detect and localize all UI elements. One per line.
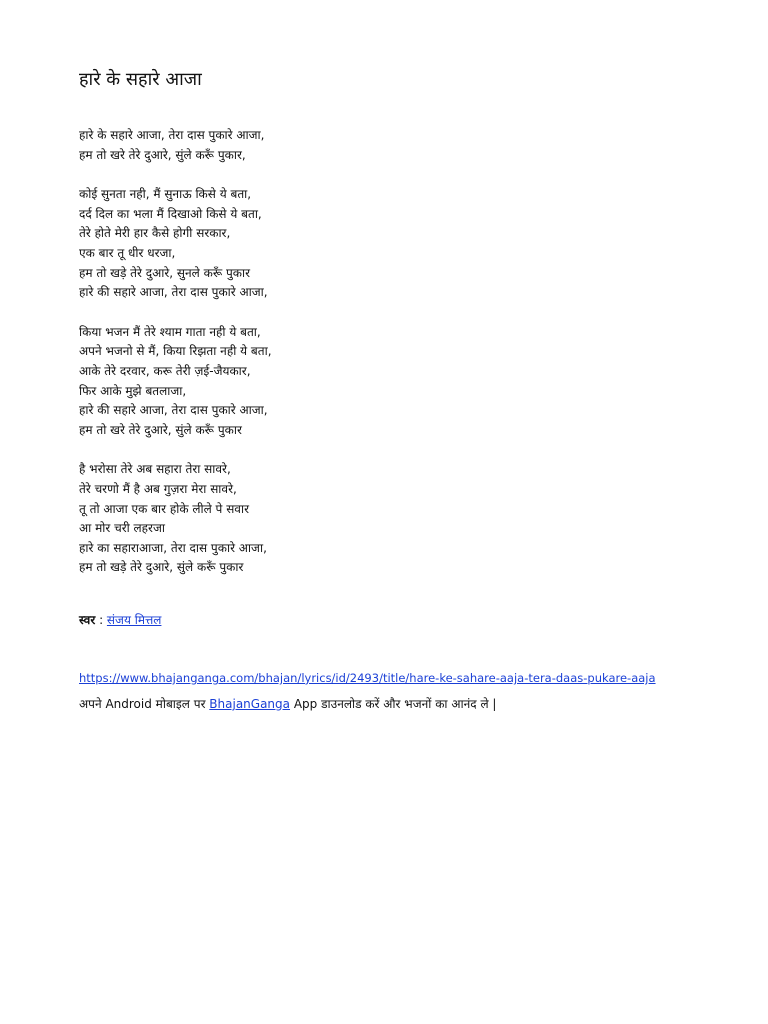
lyric-line: आके तेरे दरवार, करू तेरी ज़ई-जैयकार,	[79, 363, 251, 378]
lyric-line: हम तो खरे तेरे दुआरे, सुंले करूँ पुकार	[79, 422, 242, 437]
promo-text-after: App डाउनलोड करें और भजनों का आनंद ले |	[290, 696, 497, 711]
lyric-line: हारे की सहारे आजा, तेरा दास पुकारे आजा,	[79, 285, 268, 300]
lyric-line: एक बार तू धीर धरजा,	[79, 245, 176, 260]
lyric-line: दर्द दिल का भला मैं दिखाओ किसे ये बता,	[79, 206, 262, 221]
lyric-line: तेरे चरणो मैं है अब गुज़रा मेरा सावरे,	[79, 481, 237, 496]
promo-text-before: अपने Android मोबाइल पर	[79, 696, 210, 711]
lyric-line: हारे की सहारे आजा, तेरा दास पुकारे आजा,	[79, 403, 268, 418]
app-promo-text	[79, 694, 739, 714]
lyric-line: फिर आके मुझे बतलाजा,	[79, 383, 187, 398]
lyric-line: तेरे होते मेरी हार कैसे होगी सरकार,	[79, 226, 231, 241]
lyric-line: तू तो आजा एक बार होके लीले पे सवार	[79, 501, 249, 516]
lyric-line: हम तो खड़े तेरे दुआरे, सुंले करूँ पुकार	[79, 560, 244, 575]
lyric-line: हारे के सहारे आजा, तेरा दास पुकारे आजा,	[79, 128, 265, 142]
singer-credit	[79, 610, 739, 630]
bhajanganga-app-link[interactable]: BhajanGanga	[209, 696, 291, 711]
stanza-3	[79, 323, 739, 441]
singer-name-link[interactable]: संजय मित्तल	[106, 612, 162, 627]
lyric-line: किया भजन मैं तेरे श्याम गाता नही ये बता,	[79, 324, 261, 339]
lyric-line: हम तो खड़े तेरे दुआरे, सुनले करूँ पुकार	[79, 265, 251, 280]
lyric-line: हम तो खरे तेरे दुआरे, सुंले करूँ पुकार,	[79, 147, 246, 162]
lyric-line: हारे का सहाराआजा, तेरा दास पुकारे आजा,	[79, 540, 267, 555]
lyric-line: है भरोसा तेरे अब सहारा तेरा सावरे,	[79, 462, 231, 477]
source-url-row	[79, 668, 739, 688]
stanza-4	[79, 460, 739, 578]
singer-separator: :	[95, 612, 107, 627]
lyric-line: आ मोर चरी लहरजा	[79, 521, 165, 536]
lyric-line: कोई सुनता नही, मैं सुनाऊ किसे ये बता,	[79, 187, 252, 202]
source-url-link[interactable]: https://www.bhajanganga.com/bhajan/lyrics/id/2493/title/hare-ke-sahare-aaja-tera-daas-pukare-aaja	[79, 670, 656, 685]
stanza-1	[79, 126, 739, 165]
document-page	[79, 66, 739, 714]
lyric-line: अपने भजनो से मैं, किया रिझता नही ये बता,	[79, 344, 272, 359]
stanza-2	[79, 185, 739, 303]
page-title: हारे के सहारे आजा	[79, 69, 202, 90]
singer-label: स्वर	[79, 612, 96, 627]
